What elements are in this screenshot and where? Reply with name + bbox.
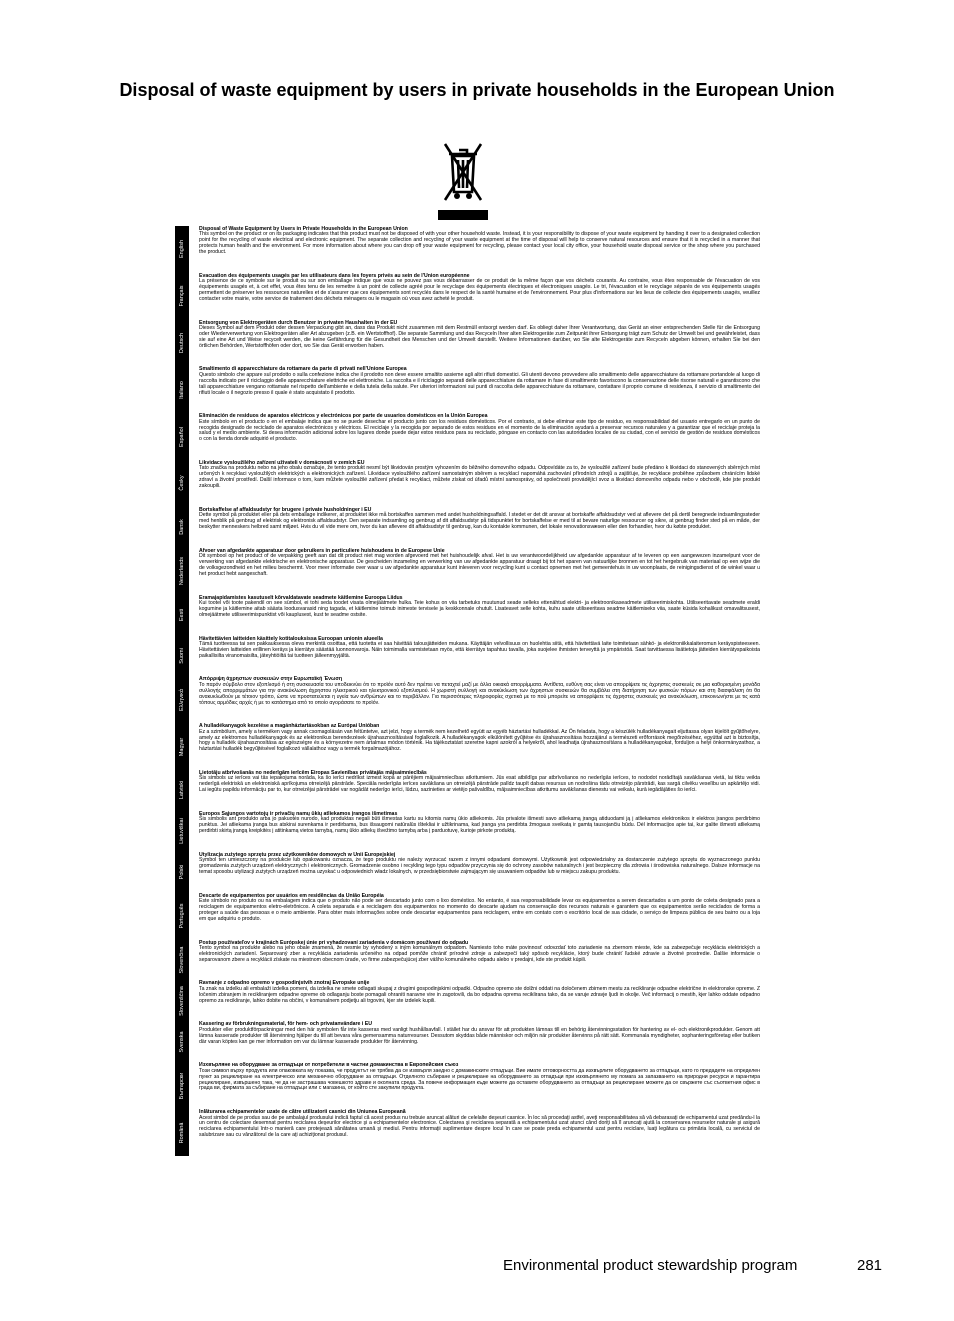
language-tab: [175, 226, 189, 273]
section-heading: Lietotāju atbrīvošanās no nederīgām ierīcēm Eiropas Savienības privātajās mājsaimniecībās: [199, 770, 427, 777]
section-text: Το παρόν σύμβολο στον εξοπλισμό ή στη συσκευασία του υποδεικνύει ότι το προϊόν αυτό δεν πρέπει να πεταχτεί μαζί με άλλα οικιακά απορρίμματα. Αντίθετα, ευθύνη σας είναι να απορρίψετε τις άχρηστες συσκευές σε μια καθορισμένη μονάδα συλλογής απορριμμάτων για την ανακύκλωση άχρηστου ηλεκτρικού και ηλεκτρονικού εξοπλισμού. Η χωριστή συλλογή και ανακύκλωση των άχρηστων συσκευών θα συμβάλει στη διατήρηση των φυσικών πόρων και στη διασφάλιση ότι θα ανακυκλωθούν με τέτοιον τρόπο, ώστε να προστατεύεται η υγεία των ανθρώπων και το περιβάλλον. Για περισσότερες πληροφορίες σχετικά με το πού μπορείτε να απορρίψετε τις άχρηστες συσκευές για ανακύκλωση, επικοινωνήστε με τις κατά τόπους αρμόδιες αρχές ή με το κατάστημα από το οποίο αγοράσατε το προϊόν.: [199, 681, 760, 706]
language-label: Slovenčina: [179, 946, 185, 974]
language-section: [175, 595, 760, 636]
section-text: Este símbolo no produto ou na embalagem indica que o produto não pode ser descartado junto com o lixo doméstico. No entanto, é sua responsabilidade levar os equipamentos a serem descartados a um ponto de coleta designado para a reciclagem de equipamentos eletro-eletrônicos. A coleta separada e a reciclagem dos equipamentos no momento do descarte ajudam na conservação dos recursos naturais e garantem que os equipamentos serão reciclados de forma a proteger a saúde das pessoas e o meio ambiente. Para obter mais informações sobre onde descartar equipamentos para reciclagem, entre em contato com o escritório local de sua cidade, o serviço de limpeza pública de seu bairro ou a loja em que adquiriu o produto.: [199, 898, 760, 922]
language-label: Română: [179, 1122, 185, 1143]
language-tab: [175, 723, 189, 770]
section-text: Този символ върху продукта или опаковката му показва, че продуктът не трябва да се изхвърля заедно с домакинските отпадъци. Вие имате отговорността да изхвърлите оборудването за отпадъци, като го предадете на определен пункт за рециклиране на електрическо или механично оборудване за отпадъци. Отделното събиране и рециклиране на оборудването за отпадъци при изхвърлянето му помага за запазването на природни ресурси и гарантира рециклиране, извършено така, че да не застрашава човешкото здраве и околната среда. За повече информация къде можете да оставите оборудването за отпадъци за рециклиране можете да се свържете със съответния офис в града ви, фирмата за събиране на отпадъци или с магазина, от който сте закупили продукта.: [199, 1067, 760, 1092]
language-label: Suomi: [179, 648, 185, 664]
language-section: [175, 893, 760, 940]
section-body: [199, 676, 760, 723]
footer-text: Environmental product stewardship program: [503, 1257, 798, 1274]
language-tab: [175, 893, 189, 940]
language-label: English: [179, 240, 185, 259]
section-text: Symbol ten umieszczony na produkcie lub opakowaniu oznacza, że tego produktu nie należy wyrzucać razem z innymi odpadami domowymi. Użytkownik jest odpowiedzialny za dostarczenie zużytego sprzętu do wyznaczonego punktu gromadzenia zużytych urządzeń elektrycznych i elektronicznych. Gromadzenie osobno i recykling tego typu odpadów przyczynia się do ochrony zasobów naturalnych i jest bezpieczny dla zdrowia i środowiska naturalnego. Dalsze informacje na temat sposobu utylizacji zużytych urządzeń można uzyskać u odpowiednich władz lokalnych, w przedsiębiorstwie zajmującym się usuwaniem odpadów lub w miejscu zakupu produktu.: [199, 857, 760, 876]
section-heading: Disposal of Waste Equipment by Users in Private Households in the European Union: [199, 226, 408, 232]
section-heading: Afvoer van afgedankte apparatuur door gebruikers in particuliere huishoudens in de Europese Unie: [199, 547, 445, 554]
section-heading: Eramajapidamistes kasutuselt kõrvaldatavate seadmete käitlemine Euroopa Liidus: [199, 594, 403, 601]
section-heading: Hävitettävien laitteiden käsittely kotitalouksissa Euroopan unionin alueella: [199, 635, 383, 642]
section-heading: Utylizacja zużytego sprzętu przez użytkowników domowych w Unii Europejskiej: [199, 851, 396, 858]
section-heading: Ravnanje z odpadno opremo v gospodinjstvih znotraj Evropske unije: [199, 980, 370, 987]
language-tab: [175, 413, 189, 460]
section-text: Produkter eller produktförpackningar med den här symbolen får inte kasseras med vanligt hushållsavfall. I stället har du ansvar för att produkten lämnas till en behörig återvinningsstation för hantering av el- och elektronikprodukter. Genom att lämna kasserade produkter till återvinning hjälper du till att bevara våra gemensamma naturresurser. Dessutom skyddas både människor och miljön när produkter återvinns på rätt sätt. Kommunala myndigheter, sophanteringsföretag eller butiken där varan köptes kan ge mer information om var du lämnar kasserade produkter för återvinning.: [199, 1026, 760, 1045]
section-text: This symbol on the product or on its packaging indicates that this product must not be disposed of with your other household waste. Instead, it is your responsibility to dispose of your waste equipment by handing it over to a designated collection point for the recycling of waste electrical and electronic equipment. The separate collection and recycling of your waste equipment at the time of disposal will help to conserve natural resources and ensure that it is recycled in a manner that protects human health and the environment. For more information about where you can drop off your waste equipment for recycling, please contact your local city office, your household waste disposal service or the shop where you purchased the product.: [199, 231, 760, 256]
section-text: Dit symbool op het product of de verpakking geeft aan dat dit product niet mag worden afgevoerd met het huishoudelijk afval. Het is uw verantwoordelijkheid uw afgedankte apparatuur af te leveren op een aangewezen inzamelpunt voor de verwerking van afgedankte elektrische en elektronische apparatuur. De gescheiden inzameling en verwerking van uw afgedankte apparatuur draagt bij tot het sparen van natuurlijke bronnen en tot het hergebruik van materiaal op een wijze die de volksgezondheid en het milieu beschermt. Voor meer informatie over waar u uw afgedankte apparatuur kunt inleveren voor recycling kunt u contact opnemen met het gemeentehuis in uw woonplaats, de reinigingsdienst of de winkel waar u het product hebt aangeschaft.: [199, 553, 760, 577]
section-text: Acest simbol de pe produs sau de pe ambalajul produsului indică faptul că acest produs nu trebuie aruncat alături de celelalte deşeuri casnice. În loc să procedaţi astfel, aveţi responsabilitatea să vă debarasaţi de echipamentul uzat predându-l la un centru de colectare desemnat pentru reciclarea deşeurilor electrice şi a echipamentelor electronice. Colectarea şi reciclarea separată a echipamentului uzat atunci când doriţi să îl aruncaţi ajută la conservarea resurselor naturale şi asigură reciclarea echipamentului într-o manieră care protejează sănătatea umană şi mediul. Pentru informaţii suplimentare despre locul în care se poate preda echipamentul uzat pentru reciclare, luaţi legătura cu primăria locală, cu serviciul de salubrizare sau cu vânzătorul de la care aţi achiziţionat produsul.: [199, 1114, 760, 1139]
language-section: [175, 413, 760, 460]
section-body: [199, 893, 760, 940]
section-body: [199, 940, 760, 981]
language-label: Français: [179, 285, 185, 307]
page-number: 281: [857, 1257, 883, 1274]
section-body: [199, 770, 760, 811]
language-section: [175, 366, 760, 413]
section-heading: Изхвърляне на оборудване за отпадъци от потребители в частни домакинства в Европейския съюз: [199, 1062, 459, 1069]
section-body: [199, 980, 760, 1021]
section-body: [199, 226, 760, 273]
language-section: [175, 1062, 760, 1109]
language-section: [175, 1021, 760, 1062]
language-tab: [175, 1021, 189, 1062]
language-label: Lietuviškai: [179, 818, 185, 845]
section-body: [199, 320, 760, 367]
language-section: [175, 723, 760, 770]
language-section: [175, 852, 760, 893]
section-text: Šis simbolis ant produkto arba jo pakuotės nurodo, kad produktas negali būti išmestas kartu su kitomis namų ūkio atliekomis. Jūs privalote išmesti savo atliekamą įrangą atiduodami ją į atliekamos elektronikos ir elektros įrangos perdirbimo punktus. Jei atliekama įranga bus atskirai surenkama ir perdirbama, bus išsaugomi natūralūs ištekliai ir užtikrinama, kad įranga yra perdirbta žmogaus sveikatą ir gamtą tausojančiu būdu. Dėl informacijos apie tai, kur galite išmesti atliekamą perdirbti skirtą įrangą kreipkitės į atitinkamą vietos tarnybą, namų ūkio atliekų išvežimo tarnybą arba į parduotuvę, kurioje pirkote produktą.: [199, 816, 760, 835]
language-section: [175, 507, 760, 548]
language-label: Español: [179, 426, 185, 447]
section-text: Tato značka na produktu nebo na jeho obalu označuje, že tento produkt nesmí být likvidován prostým vyhozením do běžného domovního odpadu. Odpovídáte za to, že vysloužilé zařízení bude předáno k likvidaci do stanovených sběrných míst určených k recyklaci vysloužilých elektrických a elektronických zařízení. Likvidace vysloužilého zařízení samostatným sběrem a recyklací napomáhá zachování přírodních zdrojů a zajišťuje, že recyklace proběhne způsobem chránícím lidské zdraví a životní prostředí. Další informace o tom, kam můžete vysloužilé zařízení předat k recyklaci, můžete získat od úřadů místní samosprávy, od společnosti provádějící svoz a likvidaci domovního odpadu nebo v obchodě, kde jste produkt zakoupili.: [199, 465, 760, 490]
section-body: [199, 1062, 760, 1109]
section-text: Kui tootel või toote pakendil on see sümbol, ei tohi seda toodet visata olmejäätmete hulka. Teie kohus on viia tarbetuks muutunud seade selleks ettenähtud elektri- ja elektroonikaseadmete utiliseerimiskohta. Utiliseeritavate seadmete eraldi kogumine ja käitlemine aitab säästa loodusvarasid ning tagada, et käitlemine toimub inimeste tervisele ja keskkonnale ohutult. Lisateavet selle kohta, kuhu saate utiliseeritava seadme käitlemiseks viia, saate küsida kohalikust omavalitsusest, olmejäätmete utiliseerimispunktist või kauplusest, kust te seadme ostsite.: [199, 600, 760, 618]
language-label: Magyar: [179, 737, 185, 756]
language-tab: [175, 460, 189, 507]
section-body: [199, 413, 760, 460]
section-heading: Smaltimento di apparecchiature da rottamare da parte di privati nell'Unione Europea: [199, 366, 407, 373]
language-tab: [175, 366, 189, 413]
language-label: Eesti: [179, 608, 185, 622]
section-body: [199, 366, 760, 413]
language-section: [175, 1109, 760, 1156]
language-section: [175, 940, 760, 981]
language-label: Česky: [179, 475, 185, 492]
language-tab: [175, 770, 189, 811]
section-heading: Entsorgung von Elektrogeräten durch Benutzer in privaten Haushalten in der EU: [199, 319, 398, 326]
section-body: [199, 1021, 760, 1062]
language-label: Português: [179, 903, 185, 929]
section-body: [199, 595, 760, 636]
section-heading: Évacuation des équipements usagés par les utilisateurs dans les foyers privés au sein de l'Union européenne: [199, 272, 470, 279]
language-label: Svenska: [179, 1031, 185, 1053]
language-section: [175, 770, 760, 811]
section-body: [199, 273, 760, 320]
language-tab: [175, 548, 189, 595]
section-heading: A hulladékanyagok kezelése a magánháztartásokban az Európai Unióban: [199, 723, 380, 730]
language-section: [175, 636, 760, 677]
section-heading: Απόρριψη άχρηστων συσκευών στην Ευρωπαϊκή Ένωση: [199, 676, 343, 683]
language-tab: [175, 811, 189, 852]
language-section: [175, 811, 760, 852]
section-body: [199, 852, 760, 893]
section-text: Ez a szimbólum, amely a terméken vagy annak csomagolásán van feltüntetve, azt jelzi, hogy a termék nem kezelhető együtt az egyéb háztartási hulladékkal. Az Ön feladata, hogy a készülék hulladékanyagait eljuttassa olyan kijelölt gyűjtőhelyre, amely az elektromos hulladékanyagok és az elektronikus berendezések újrahasznosításával foglalkozik. A hulladékanyagok elkülönített gyűjtése és újrahasznosítása hozzájárul a természeti erőforrások megőrzéséhez, egyúttal azt is biztosítja, hogy a hulladék újrahasznosítása az egészségre és a környezetre nem ártalmas módon történik. Ha tájékoztatást szeretne kapni azokról a helyekről, ahol leadhatja újrahasznosításra a hulladékanyagokat, forduljon a helyi önkormányzathoz, a háztartási hulladék begyűjtésével foglalkozó vállalathoz vagy a termék forgalmazójához.: [199, 728, 760, 753]
language-section: [175, 273, 760, 320]
section-body: [199, 507, 760, 548]
language-section: [175, 980, 760, 1021]
section-text: Tämä tuotteessa tai sen pakkauksessa oleva merkintä osoittaa, että tuotetta ei saa hävittää talousjätteiden mukana. Käyttäjän velvollisuus on huolehtia siitä, että hävitettävä laite toimitetaan sähkö- ja elektroniikkalaiteromun keräyspisteeseen. Hävitettävien laitteiden erillinen keräys ja kierrätys säästää luonnonvaroja. Näin toimimalla varmistetaan myös, että kierrätys tapahtuu tavalla, joka suojelee ihmisten terveyttä ja ympäristöä. Saat tarvittaessa lisätietoja jätteiden kierrätyspaikoista paikallisilta viranomaisilta, jäteyhtiöiltä tai tuotteen jälleenmyyjältä.: [199, 640, 760, 659]
language-label: Nederlands: [179, 557, 185, 586]
language-label: Ελληνικά: [179, 688, 185, 711]
section-heading: Likvidace vysloužilého zařízení uživateli v domácnosti v zemích EU: [199, 460, 365, 467]
section-text: La présence de ce symbole sur le produit ou sur son emballage indique que vous ne pouvez pas vous débarrasser de ce produit de la même façon que vos déchets courants. Au contraire, vous êtes responsable de l'évacuation de vos équipements usagés et, à cet effet, vous êtes tenu de les remettre à un point de collecte agréé pour le recyclage des équipements électriques et électroniques usagés. Le tri, l'évacuation et le recyclage séparés de vos équipements usagés permettent de préserver les ressources naturelles et de s'assurer que ces équipements sont recyclés dans le respect de la santé humaine et de l'environnement. Pour plus d'informations sur les lieux de collecte des équipements usagés, veuillez contacter votre mairie, votre service de traitement des déchets ménagers ou le magasin où vous avez acheté le produit.: [199, 278, 760, 302]
language-label: Italiano: [179, 380, 185, 399]
language-label: Slovenščina: [179, 986, 185, 1016]
section-heading: Bortskaffelse af affaldsudstyr for brugere i private husholdninger i EU: [199, 506, 372, 513]
language-tab: [175, 507, 189, 548]
section-text: Tento symbol na produkte alebo na jeho obale znamená, že nesmie by vyhodený s iným komunálnym odpadom. Namiesto toho máte povinnosť odovzdať toto zariadenie na zbernom mieste, kde sa zabezpečuje recyklácia elektrických a elektronických zariadení. Separovaný zber a recyklácia zariadenia určeného na odpad pomôže chrániť prírodné zdroje a zabezpečí taký spôsob recyklácie, ktorý bude chrániť ľudské zdravie a životné prostredie. Ďalšie informácie o separovanom zbere a recyklácii získate na miestnom obecnom úrade, vo firme zabezpečujúcej zber vášho komunálneho odpadu alebo v predajni, kde ste produkt kúpili.: [199, 944, 760, 963]
language-sections: [175, 226, 760, 1156]
section-body: [199, 636, 760, 677]
section-text: Dieses Symbol auf dem Produkt oder dessen Verpackung gibt an, dass das Produkt nicht zusammen mit dem Restmüll entsorgt werden darf. Es obliegt daher Ihrer Verantwortung, das Gerät an einer entsprechenden Stelle für die Entsorgung oder Wiederverwertung von Elektrogeräten aller Art abzugeben (z.B. ein Wertstoffhof). Die separate Sammlung und das Recyceln Ihrer alten Elektrogeräte zum Zeitpunkt ihrer Entsorgung trägt zum Schutz der Umwelt bei und gewährleistet, dass sie auf eine Art und Weise recycelt werden, die keine Gefährdung für die Gesundheit des Menschen und der Umwelt darstellt. Weitere Informationen darüber, wo Sie alte Elektrogeräte zum Recyceln abgeben können, erhalten Sie bei den örtlichen Behörden, Wertstoffhöfen oder dort, wo Sie das Gerät erworben haben.: [199, 325, 760, 349]
language-tab: [175, 852, 189, 893]
language-label: Polski: [179, 864, 185, 880]
language-tab: [175, 676, 189, 723]
language-label: Deutsch: [179, 332, 185, 354]
section-heading: Înlăturarea echipamentelor uzate de către utilizatorii casnici din Uniunea Europeană: [199, 1109, 406, 1116]
section-body: [199, 1109, 760, 1156]
language-label: Dansk: [179, 519, 185, 536]
language-section: [175, 676, 760, 723]
section-heading: Descarte de equipamentos por usuários em residências da União Européia: [199, 892, 384, 899]
section-text: Este símbolo en el producto o en el embalaje indica que no se puede desechar el producto junto con los residuos domésticos. Por el contrario, si debe eliminar este tipo de residuo, es responsabilidad del usuario entregarlo en un punto de recogida designado de reciclado de aparatos electrónicos y eléctricos. El reciclaje y la recogida por separado de estos residuos en el momento de la eliminación ayudará a preservar recursos naturales y a garantizar que el reciclaje proteja la salud y el medio ambiente. Si desea información adicional sobre los lugares donde puede dejar estos residuos para su reciclado, póngase en contacto con las autoridades locales de su ciudad, con el servicio de gestión de residuos domésticos o con la tienda donde adquirió el producto.: [199, 418, 760, 443]
section-body: [199, 811, 760, 852]
section-heading: Eliminación de residuos de aparatos eléctricos y electrónicos por parte de usuarios domésticos en la Unión Europea: [199, 413, 488, 420]
section-text: Questo simbolo che appare sul prodotto o sulla confezione indica che il prodotto non deve essere smaltito assieme agli altri rifiuti domestici. Gli utenti devono provvedere allo smaltimento delle apparecchiature da rottamare portandole al luogo di raccolta indicato per il riciclaggio delle apparecchiature elettriche ed elettroniche. La raccolta e il riciclaggio separati delle apparecchiature da rottamare in fase di smaltimento favoriscono la conservazione delle risorse naturali e garantiscono che tali apparecchiature vengano rottamate nel rispetto dell'ambiente e della tutela della salute. Per ulteriori informazioni sui punti di raccolta delle apparecchiature da rottamare, contattare il proprio comune di residenza, il servizio di smaltimento dei rifiuti locale o il negozio presso il quale è stato acquistato il prodotto.: [199, 371, 760, 396]
language-tab: [175, 320, 189, 367]
section-heading: Europos Sąjungos vartotojų ir privačių namų ūkių atliekamos įrangos išmetimas: [199, 810, 398, 817]
section-body: [199, 723, 760, 770]
language-section: [175, 320, 760, 367]
language-section: [175, 460, 760, 507]
section-body: [199, 548, 760, 595]
page-title: Disposal of waste equipment by users in private households in the European Union: [119, 80, 835, 100]
language-section: [175, 226, 760, 273]
language-tab: [175, 273, 189, 320]
crossed-out-wheelie-bin-icon: [437, 136, 489, 222]
section-text: Šis simbols uz ierīces vai tās iepakojuma norāda, ka šo ierīci nedrīkst izmest kopā ar pārējiem mājsaimniecības atkritumiem. Jūs esat atbildīgs par atbrīvošanos no nederīgās ierīces, to nododot norādītajā savākšanas vietā, lai tiktu veikta nederīgā elektriskā un elektroniskā aprīkojuma otrreizējā pārstrāde. Speciāla nederīgās ierīces savākšana un otrreizējā pārstrāde palīdz taupīt dabas resursus un nodrošina tādu otrreizējo pārstrādi, kas sargā cilvēku veselību un apkārtējo vidi. Lai iegūtu papildu informāciju par to, kur otrreizējai pārstrādei var nogādāt nederīgo ierīci, lūdzu, sazinieties ar vietējo pašvaldību, mājsaimniecības atkritumu savākšanas dienestu vai veikalu, kurā iegādājāties šo ierīci.: [199, 775, 760, 794]
language-tab: [175, 1062, 189, 1109]
language-tab: [175, 980, 189, 1021]
language-tab: [175, 595, 189, 636]
section-text: Dette symbol på produktet eller på dets emballage indikerer, at produktet ikke må bortskaffes sammen med andet husholdningsaffald. I stedet er det dit ansvar at bortskaffe affaldsudstyr ved at aflevere det på dertil beregnede indsamlingssteder med henblik på genbrug af elektrisk og elektronisk affaldsudstyr. Den separate indsamling og genbrug af dit affaldsudstyr på tidspunktet for bortskaffelse er med til at bevare naturlige ressourcer og sikre, at genbrug finder sted på en måde, der beskytter menneskers helbred samt miljøet. Hvis du vil vide mere om, hvor du kan aflevere dit affaldsudstyr til genbrug, kan du kontakte kommunen, det lokale renovationsvæsen eller den forhandler, hvor du købte produktet.: [199, 512, 760, 531]
section-body: [199, 460, 760, 507]
section-heading: Kassering av förbrukningsmaterial, för hem- och privatanvändare i EU: [199, 1021, 372, 1028]
language-tab: [175, 940, 189, 981]
section-text: Ta znak na izdelku ali embalaži izdelka pomeni, da izdelka ne smete odlagati skupaj z drugimi gospodinjskimi odpadki. Odpadno opremo ste dolžni oddati na določenem zbirnem mestu za recikliranje odpadne električne in elektronske opreme. Z ločenim zbiranjem in recikliranjem odpadne opreme ob odlaganju boste pomagali ohraniti naravne vire in zagotovili, da bo odpadna oprema reciklirana tako, da se varuje zdravje ljudi in okolje. Več informacij o mestih, kjer lahko oddate odpadno opremo za recikliranje, lahko dobite na občini, v komunalnem podjetju ali trgovini, kjer ste izdelek kupili.: [199, 985, 760, 1004]
section-heading: Postup používateľov v krajinách Európskej únie pri vyhadzovaní zariadenia v domácom používaní do odpadu: [199, 939, 469, 946]
language-tab: [175, 636, 189, 677]
language-tab: [175, 1109, 189, 1156]
language-section: [175, 548, 760, 595]
language-label: Български: [179, 1072, 185, 1099]
language-label: Latviski: [179, 781, 185, 800]
